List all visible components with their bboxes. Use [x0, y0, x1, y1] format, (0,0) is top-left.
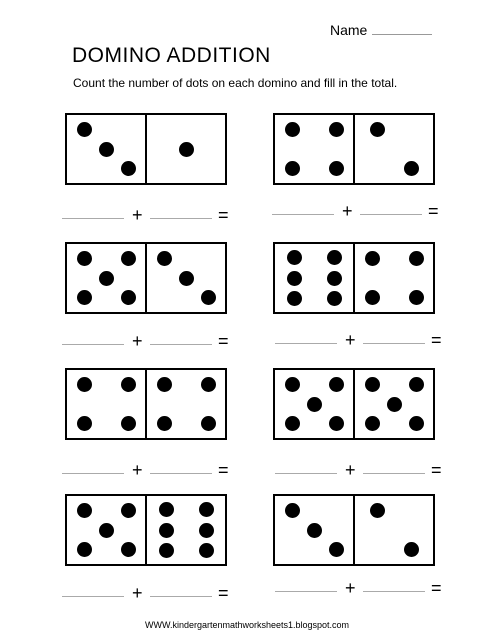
addend-blank[interactable]	[275, 473, 337, 474]
domino-dot	[77, 290, 92, 305]
plus-sign: +	[345, 578, 356, 598]
plus-sign: +	[342, 201, 353, 221]
addend-blank[interactable]	[150, 218, 212, 219]
page-title: DOMINO ADDITION	[72, 44, 271, 67]
domino-left-half	[275, 496, 355, 564]
domino-dot	[159, 543, 174, 558]
domino-dot	[121, 377, 136, 392]
equation-row	[62, 333, 247, 353]
equals-sign: =	[428, 201, 439, 221]
domino	[65, 494, 227, 566]
addend-blank[interactable]	[62, 344, 124, 345]
domino-dot	[199, 502, 214, 517]
domino	[273, 113, 435, 185]
domino-left-half	[67, 244, 147, 312]
domino-dot	[157, 377, 172, 392]
domino-dot	[77, 377, 92, 392]
domino-right-half	[355, 496, 433, 564]
domino-right-half	[355, 115, 433, 183]
domino-right-half	[147, 115, 225, 183]
domino	[273, 368, 435, 440]
domino-dot	[285, 416, 300, 431]
domino-dot	[77, 503, 92, 518]
domino-dot	[404, 161, 419, 176]
domino-right-half	[147, 370, 225, 438]
equals-sign: =	[218, 583, 229, 603]
domino-dot	[329, 161, 344, 176]
addend-blank[interactable]	[363, 343, 425, 344]
domino-dot	[201, 416, 216, 431]
domino-dot	[201, 290, 216, 305]
plus-sign: +	[345, 330, 356, 350]
domino-dot	[327, 291, 342, 306]
domino-dot	[329, 122, 344, 137]
addend-blank[interactable]	[150, 473, 212, 474]
domino-dot	[327, 271, 342, 286]
domino-left-half	[67, 496, 147, 564]
domino-dot	[99, 142, 114, 157]
name-label: Name	[330, 22, 368, 38]
domino-left-half	[275, 370, 355, 438]
equals-sign: =	[218, 331, 229, 351]
equals-sign: =	[431, 578, 442, 598]
addend-blank[interactable]	[275, 343, 337, 344]
domino-dot	[329, 542, 344, 557]
addend-blank[interactable]	[150, 344, 212, 345]
domino	[65, 368, 227, 440]
domino-dot	[285, 377, 300, 392]
domino-dot	[365, 377, 380, 392]
domino-right-half	[147, 496, 225, 564]
addend-blank[interactable]	[360, 214, 422, 215]
plus-sign: +	[132, 583, 143, 603]
domino-left-half	[67, 370, 147, 438]
domino-dot	[77, 251, 92, 266]
domino-dot	[287, 250, 302, 265]
domino-dot	[329, 416, 344, 431]
equation-row	[62, 585, 247, 605]
domino-dot	[199, 543, 214, 558]
domino-left-half	[275, 244, 355, 312]
domino-dot	[307, 523, 322, 538]
domino	[273, 242, 435, 314]
addend-blank[interactable]	[62, 473, 124, 474]
domino-dot	[409, 290, 424, 305]
domino-dot	[157, 251, 172, 266]
equation-row	[62, 207, 247, 227]
equals-sign: =	[431, 330, 442, 350]
domino	[273, 494, 435, 566]
domino-dot	[179, 271, 194, 286]
equals-sign: =	[218, 460, 229, 480]
domino-dot	[99, 271, 114, 286]
domino-dot	[409, 416, 424, 431]
domino-dot	[179, 142, 194, 157]
domino-dot	[365, 416, 380, 431]
domino-dot	[77, 122, 92, 137]
domino-dot	[285, 122, 300, 137]
equation-row	[62, 462, 247, 482]
domino-left-half	[67, 115, 147, 183]
equals-sign: =	[218, 205, 229, 225]
domino-dot	[121, 251, 136, 266]
domino-dot	[287, 291, 302, 306]
domino-dot	[157, 416, 172, 431]
domino-dot	[285, 161, 300, 176]
addend-blank[interactable]	[363, 473, 425, 474]
domino-dot	[121, 416, 136, 431]
domino-dot	[201, 377, 216, 392]
equals-sign: =	[431, 460, 442, 480]
domino-dot	[409, 377, 424, 392]
domino-right-half	[355, 370, 433, 438]
domino-dot	[121, 503, 136, 518]
domino-dot	[307, 397, 322, 412]
plus-sign: +	[345, 460, 356, 480]
equation-row	[275, 580, 460, 600]
domino	[65, 113, 227, 185]
equation-row	[272, 203, 457, 223]
domino-dot	[77, 416, 92, 431]
domino-dot	[370, 122, 385, 137]
plus-sign: +	[132, 205, 143, 225]
domino-left-half	[275, 115, 355, 183]
domino-dot	[327, 250, 342, 265]
footer-url: WWW.kindergartenmathworksheets1.blogspot.com	[144, 620, 350, 630]
equation-row	[275, 332, 460, 352]
name-line[interactable]	[372, 34, 432, 35]
domino-dot	[77, 542, 92, 557]
addend-blank[interactable]	[272, 214, 334, 215]
domino-dot	[329, 377, 344, 392]
domino-dot	[365, 251, 380, 266]
domino-dot	[285, 503, 300, 518]
addend-blank[interactable]	[150, 596, 212, 597]
domino-dot	[121, 290, 136, 305]
instructions: Count the number of dots on each domino and fill in the total.	[73, 76, 398, 90]
domino-dot	[370, 503, 385, 518]
domino-dot	[159, 502, 174, 517]
domino-dot	[99, 523, 114, 538]
domino-right-half	[355, 244, 433, 312]
domino-dot	[387, 397, 402, 412]
domino	[65, 242, 227, 314]
addend-blank[interactable]	[363, 591, 425, 592]
domino-right-half	[147, 244, 225, 312]
domino-dot	[159, 523, 174, 538]
domino-dot	[409, 251, 424, 266]
domino-dot	[199, 523, 214, 538]
equation-row	[275, 462, 460, 482]
plus-sign: +	[132, 460, 143, 480]
domino-dot	[287, 271, 302, 286]
domino-dot	[121, 161, 136, 176]
domino-dot	[121, 542, 136, 557]
addend-blank[interactable]	[275, 591, 337, 592]
plus-sign: +	[132, 331, 143, 351]
domino-dot	[365, 290, 380, 305]
domino-dot	[404, 542, 419, 557]
addend-blank[interactable]	[62, 218, 124, 219]
addend-blank[interactable]	[62, 596, 124, 597]
